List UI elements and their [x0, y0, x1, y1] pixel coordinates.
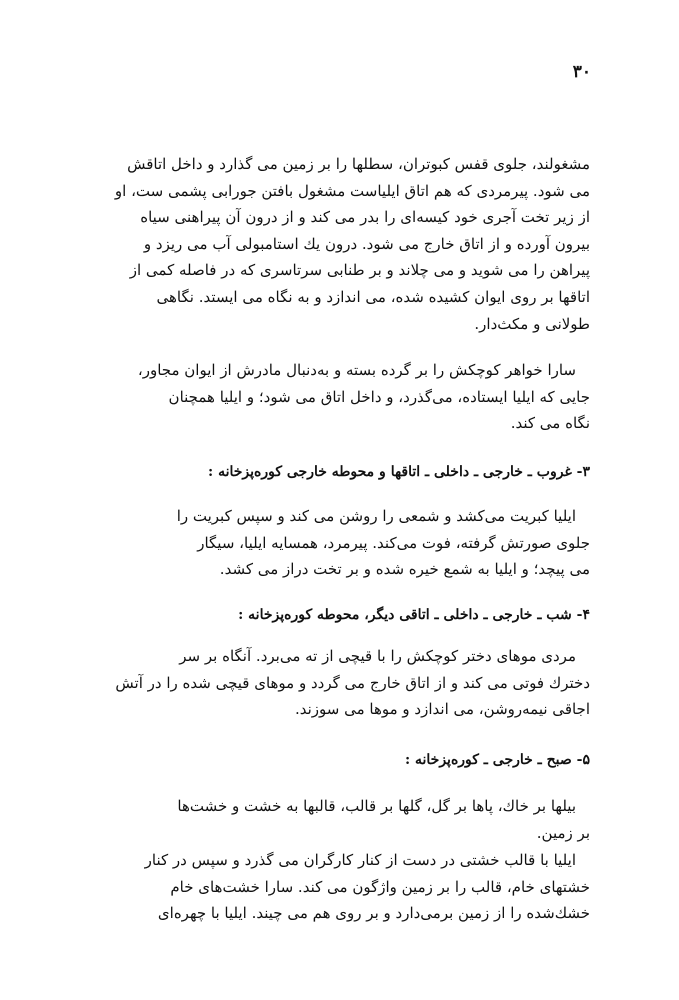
paragraph-line: خشتهای خام، قالب را بر زمین واژگون می کند. سارا خشت‌های خام — [170, 877, 590, 896]
paragraph-line: طولانی و مکث‌دار. — [474, 314, 590, 333]
paragraph-line: مشغولند، جلوی قفس کبوتران، سطلها را بر زمین می گذارد و داخل اتاقش — [127, 155, 590, 173]
paragraph-3 — [88, 503, 590, 583]
paragraph-1 — [88, 151, 590, 337]
scene-heading-5: ۵- صبح ـ خارجی ـ کوره‌پزخانه : — [404, 752, 590, 768]
paragraph-line: جایی که ایلیا ایستاده، می‌گذرد، و داخل اتاق می شود؛ و ایلیا همچنان — [168, 387, 590, 406]
paragraph-line: دخترك فوتی می کند و از اتاق خارج می گردد و موهای قیچی شده را در آتش — [115, 673, 590, 692]
paragraph-line: اجاقی نیمه‌روشن، می اندازد و موها می سوزند. — [294, 700, 590, 719]
paragraph-line: اتاقها بر روی ایوان کشیده شده، می اندازد و به نگاه می ایستد. نگاهی — [156, 287, 590, 306]
paragraph-line: بیلها بر خاك، پاها بر گل، گلها بر قالب، قالبها به خشت و خشت‌ها — [177, 797, 576, 815]
paragraph-line: می شود. پیرمردی که هم اتاق ایلیاست مشغول بافتن جورابی پشمی ست، او — [114, 181, 590, 200]
paragraph-line: از زیر تخت آجری خود کیسه‌ای را بدر می کند و از درون آن پیراهنی سیاه — [140, 208, 590, 227]
scene-heading-3: ۳- غروب ـ خارجی ـ داخلی ـ اتاقها و محوطه خارجی کوره‌پزخانه : — [208, 464, 590, 480]
paragraph-line: ایلیا با قالب خشتی در دست از کنار کارگران می گذرد و سپس در کنار — [144, 851, 576, 869]
paragraph-line: مردی موهای دختر کوچکش را با قیچی از ته می‌برد. آنگاه بر سر — [179, 647, 576, 665]
paragraph-6 — [88, 847, 590, 927]
paragraph-line: نگاه می کند. — [510, 414, 590, 433]
paragraph-2 — [88, 357, 590, 437]
paragraph-line: ایلیا کبریت می‌کشد و شمعی را روشن می کند و سپس کبریت را — [176, 507, 576, 525]
paragraph-line: خشك‌شده را از زمین برمی‌دارد و بر روی هم می چیند. ایلیا با چهره‌ای — [157, 904, 590, 923]
paragraph-line: پیراهن را می شوید و می چلاند و بر طنابی سرتاسری که در فاصله کمی از — [129, 261, 590, 280]
scene-heading-4: ۴- شب ـ خارجی ـ داخلی ـ اتاقی دیگر، محوطه کوره‌پزخانه : — [238, 607, 590, 623]
paragraph-line: سارا خواهر کوچکش را بر گرده بسته و به‌دنبال مادرش از ایوان مجاور، — [137, 361, 576, 379]
paragraph-line: می پیچد؛ و ایلیا به شمع خیره شده و بر تخت دراز می کشد. — [219, 560, 590, 579]
paragraph-4 — [88, 643, 590, 723]
paragraph-5 — [88, 793, 590, 846]
paragraph-line: بر زمین. — [536, 823, 590, 842]
paragraph-line: جلوی صورتش گرفته، فوت می‌کند. پیرمرد، همسایه ایلیا، سیگار — [197, 533, 590, 552]
paragraph-line: بیرون آورده و از اتاق خارج می شود. درون یك استامبولی آب می ریزد و — [143, 234, 590, 253]
page-number: ۳۰ — [572, 62, 591, 82]
